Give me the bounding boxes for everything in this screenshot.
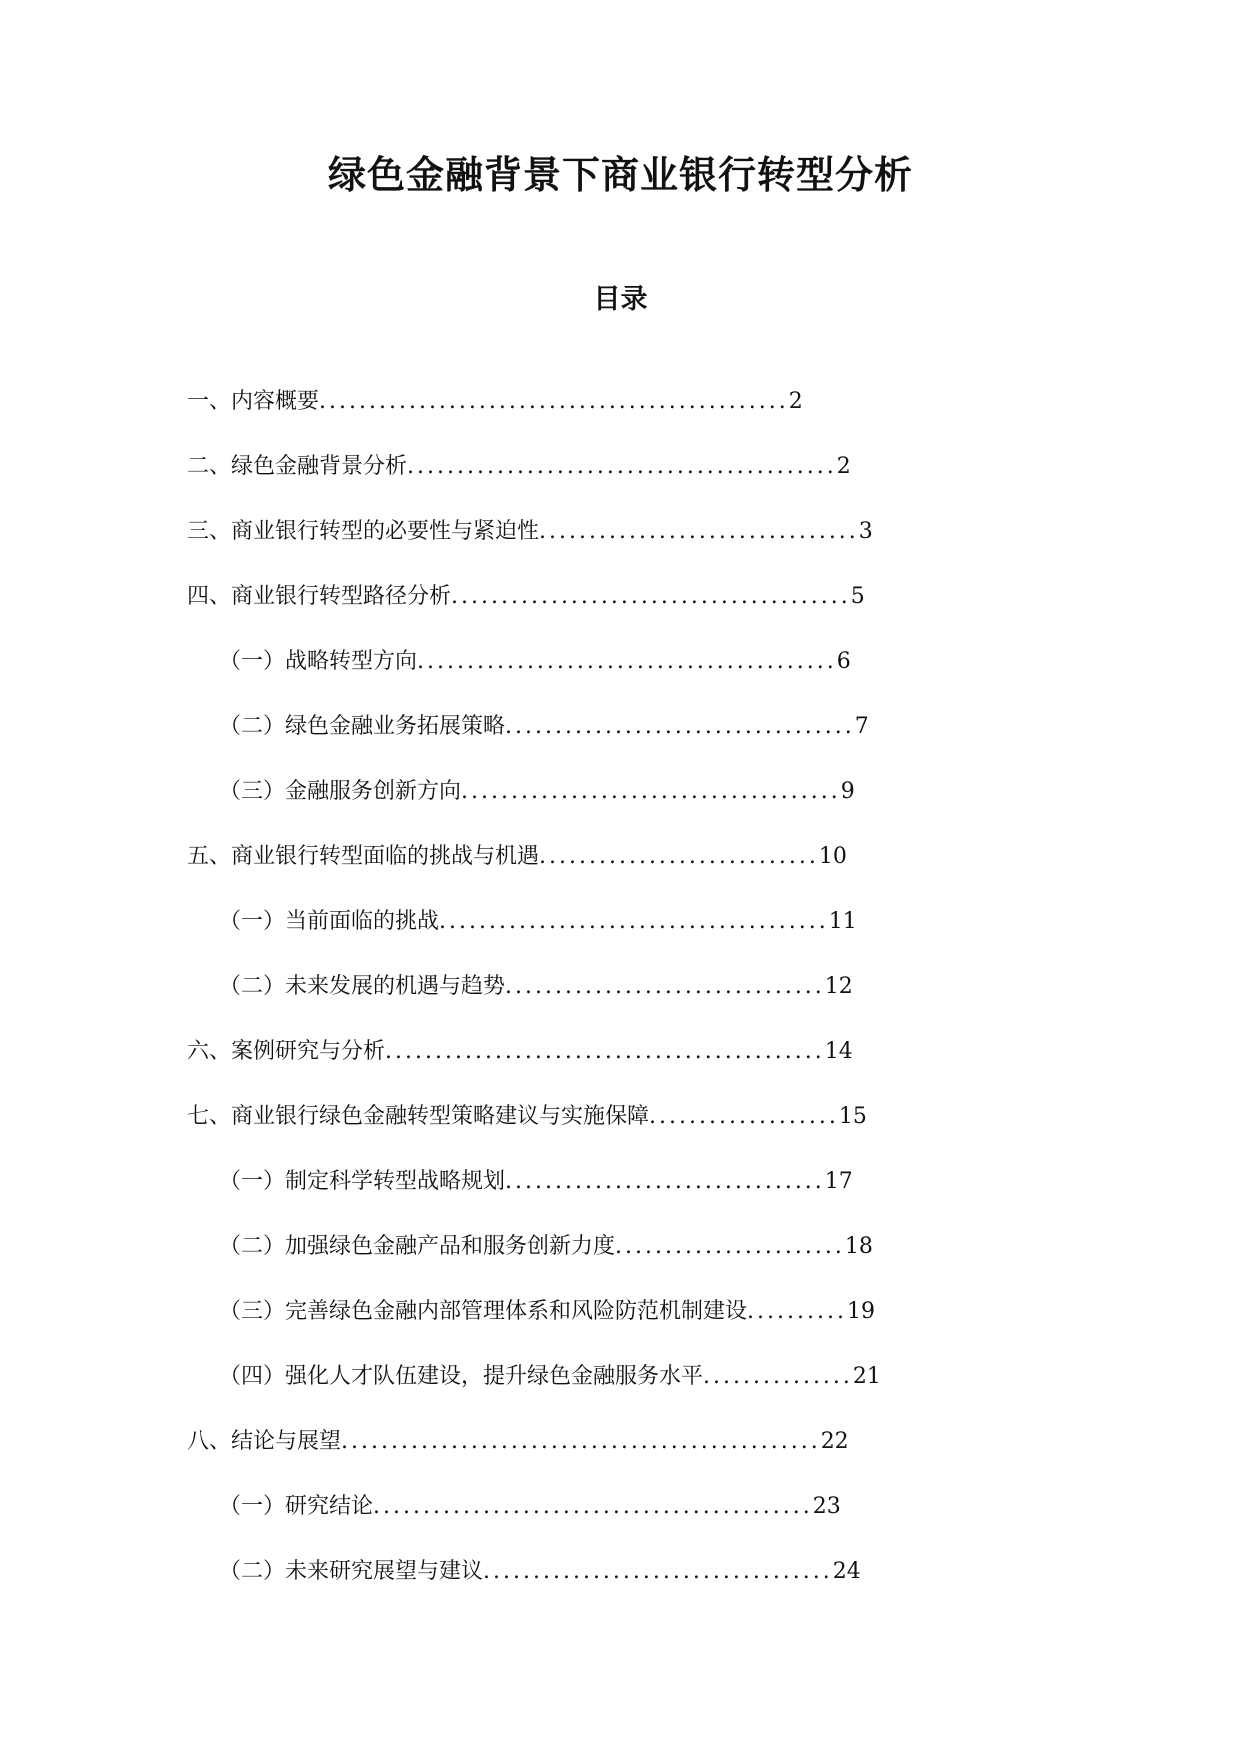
toc-dot-leader: ................................ — [505, 1169, 825, 1194]
toc-page-number: 11 — [828, 909, 857, 934]
toc-dot-leader: ........................................ — [451, 584, 851, 609]
toc-page-number: 24 — [832, 1559, 861, 1584]
toc-entry[interactable] — [187, 904, 987, 969]
toc-page-number: 5 — [850, 584, 865, 609]
toc-entry-title: 四、商业银行转型路径分析 — [187, 584, 452, 609]
toc-entry[interactable] — [187, 1424, 987, 1489]
toc-page-number: 17 — [824, 1169, 853, 1194]
toc-heading: 目录 — [593, 284, 648, 315]
toc-entry[interactable] — [187, 1294, 987, 1359]
toc-dot-leader: ............................................ — [385, 1039, 825, 1064]
toc-entry-title: （一）战略转型方向 — [219, 649, 418, 674]
toc-entry-title: （四）强化人才队伍建设，提升绿色金融服务水平 — [219, 1364, 704, 1389]
toc-page-number: 14 — [824, 1039, 853, 1064]
toc-page-number: 6 — [836, 649, 851, 674]
toc-page-number: 23 — [812, 1494, 841, 1519]
toc-entry-title: 三、商业银行转型的必要性与紧迫性 — [187, 519, 540, 544]
toc-page-number: 18 — [844, 1234, 873, 1259]
toc-entry-title: 一、内容概要 — [187, 389, 320, 414]
table-of-contents — [187, 384, 987, 1619]
toc-dot-leader: ............................ — [539, 844, 819, 869]
toc-entry[interactable] — [187, 1554, 987, 1619]
toc-dot-leader: ................................ — [539, 519, 859, 544]
toc-entry[interactable] — [187, 774, 987, 839]
toc-dot-leader: ................... — [649, 1104, 839, 1129]
toc-entry-title: （二）绿色金融业务拓展策略 — [219, 714, 506, 739]
toc-entry[interactable] — [187, 579, 987, 644]
toc-dot-leader: ................................... — [483, 1559, 833, 1584]
toc-dot-leader: ............................................ — [373, 1494, 813, 1519]
toc-dot-leader: ...................................... — [461, 779, 841, 804]
toc-entry-title: 五、商业银行转型面临的挑战与机遇 — [187, 844, 540, 869]
toc-entry-title: 七、商业银行绿色金融转型策略建议与实施保障 — [187, 1104, 650, 1129]
document-title: 绿色金融背景下商业银行转型分析 — [327, 152, 913, 197]
toc-entry-title: （一）制定科学转型战略规划 — [219, 1169, 506, 1194]
toc-page-number: 10 — [818, 844, 847, 869]
toc-entry-title: （一）当前面临的挑战 — [219, 909, 440, 934]
toc-entry[interactable] — [187, 839, 987, 904]
toc-entry[interactable] — [187, 1099, 987, 1164]
toc-entry-title: （二）加强绿色金融产品和服务创新力度 — [219, 1234, 616, 1259]
toc-entry[interactable] — [187, 969, 987, 1034]
toc-entry[interactable] — [187, 644, 987, 709]
toc-dot-leader: .......... — [747, 1299, 847, 1324]
toc-entry-title: （二）未来研究展望与建议 — [219, 1559, 484, 1584]
toc-page-number: 21 — [852, 1364, 881, 1389]
toc-page-number: 9 — [840, 779, 855, 804]
toc-entry-title: 二、绿色金融背景分析 — [187, 454, 408, 479]
toc-entry-title: 六、案例研究与分析 — [187, 1039, 386, 1064]
toc-page-number: 19 — [846, 1299, 875, 1324]
toc-entry[interactable] — [187, 1229, 987, 1294]
toc-page-number: 2 — [836, 454, 851, 479]
toc-page-number: 3 — [858, 519, 873, 544]
toc-entry-title: （一）研究结论 — [219, 1494, 374, 1519]
toc-page-number: 12 — [824, 974, 853, 999]
toc-entry-title: （三）金融服务创新方向 — [219, 779, 462, 804]
toc-entry-title: （二）未来发展的机遇与趋势 — [219, 974, 506, 999]
toc-dot-leader: ................................ — [505, 974, 825, 999]
toc-dot-leader: ................................................ — [341, 1429, 821, 1454]
toc-dot-leader: ........................................... — [407, 454, 837, 479]
toc-dot-leader: ....................... — [615, 1234, 845, 1259]
toc-dot-leader: .......................................... — [417, 649, 837, 674]
toc-entry[interactable] — [187, 1034, 987, 1099]
toc-page-number: 22 — [820, 1429, 849, 1454]
toc-entry[interactable] — [187, 1489, 987, 1554]
toc-dot-leader: ............................................... — [319, 389, 789, 414]
toc-page-number: 7 — [854, 714, 869, 739]
toc-entry-title: （三）完善绿色金融内部管理体系和风险防范机制建设 — [219, 1299, 748, 1324]
toc-entry[interactable] — [187, 1164, 987, 1229]
toc-page-number: 2 — [788, 389, 803, 414]
toc-entry[interactable] — [187, 1359, 987, 1424]
toc-dot-leader: ................................... — [505, 714, 855, 739]
toc-entry[interactable] — [187, 449, 987, 514]
toc-entry[interactable] — [187, 384, 987, 449]
toc-entry-title: 八、结论与展望 — [187, 1429, 342, 1454]
toc-entry[interactable] — [187, 709, 987, 774]
toc-page-number: 15 — [838, 1104, 867, 1129]
toc-dot-leader: ....................................... — [439, 909, 829, 934]
toc-entry[interactable] — [187, 514, 987, 579]
toc-dot-leader: ............... — [703, 1364, 853, 1389]
